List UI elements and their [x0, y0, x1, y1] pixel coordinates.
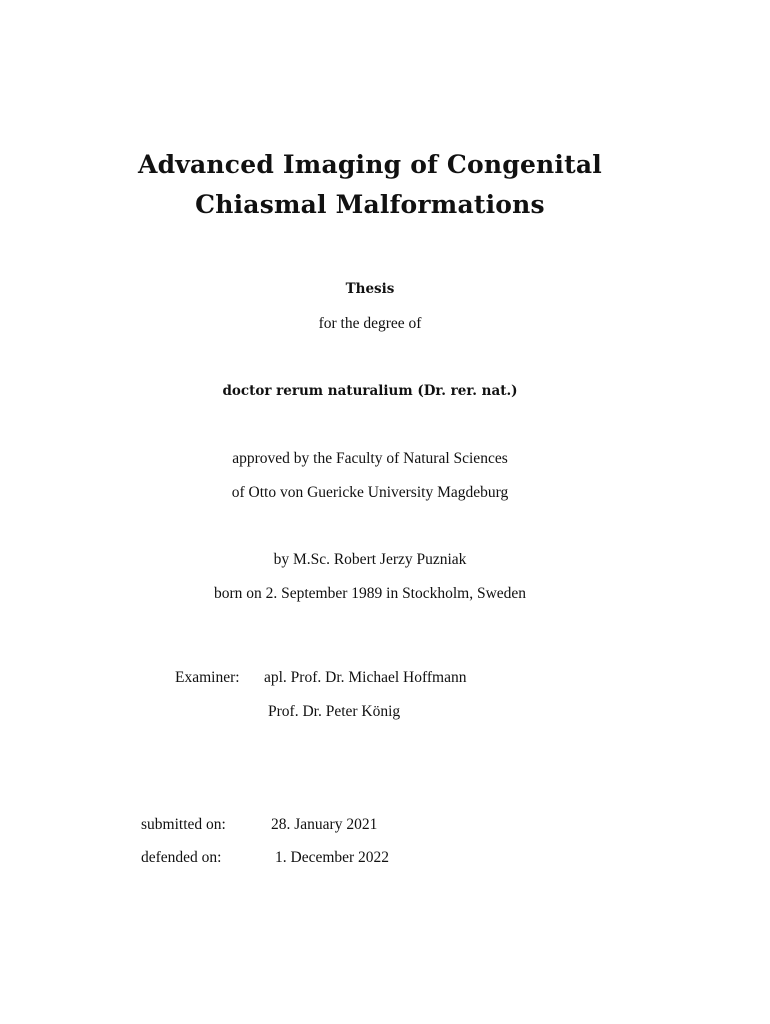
approval-line-1: approved by the Faculty of Natural Sciences	[232, 450, 508, 467]
thesis-title-line-1: Advanced Imaging of Congenital	[138, 150, 602, 179]
author-line: by M.Sc. Robert Jerzy Puzniak	[273, 551, 467, 568]
submitted-date: 28. January 2021	[271, 816, 378, 833]
birth-line: born on 2. September 1989 in Stockholm, Sweden	[213, 585, 527, 602]
examiner-label: Examiner:	[175, 669, 240, 686]
thesis-title-line-2: Chiasmal Malformations	[195, 190, 545, 219]
degree-title: doctor rerum naturalium (Dr. rer. nat.)	[222, 383, 518, 399]
degree-intro: for the degree of	[318, 315, 422, 332]
thesis-label: Thesis	[345, 281, 395, 297]
examiner-name-1: apl. Prof. Dr. Michael Hoffmann	[264, 669, 467, 686]
approval-line-2: of Otto von Guericke University Magdeburg	[231, 484, 509, 501]
defended-date: 1. December 2022	[275, 849, 390, 866]
examiner-name-2: Prof. Dr. Peter König	[268, 703, 401, 720]
defended-label: defended on:	[141, 849, 222, 866]
submitted-label: submitted on:	[141, 816, 226, 833]
